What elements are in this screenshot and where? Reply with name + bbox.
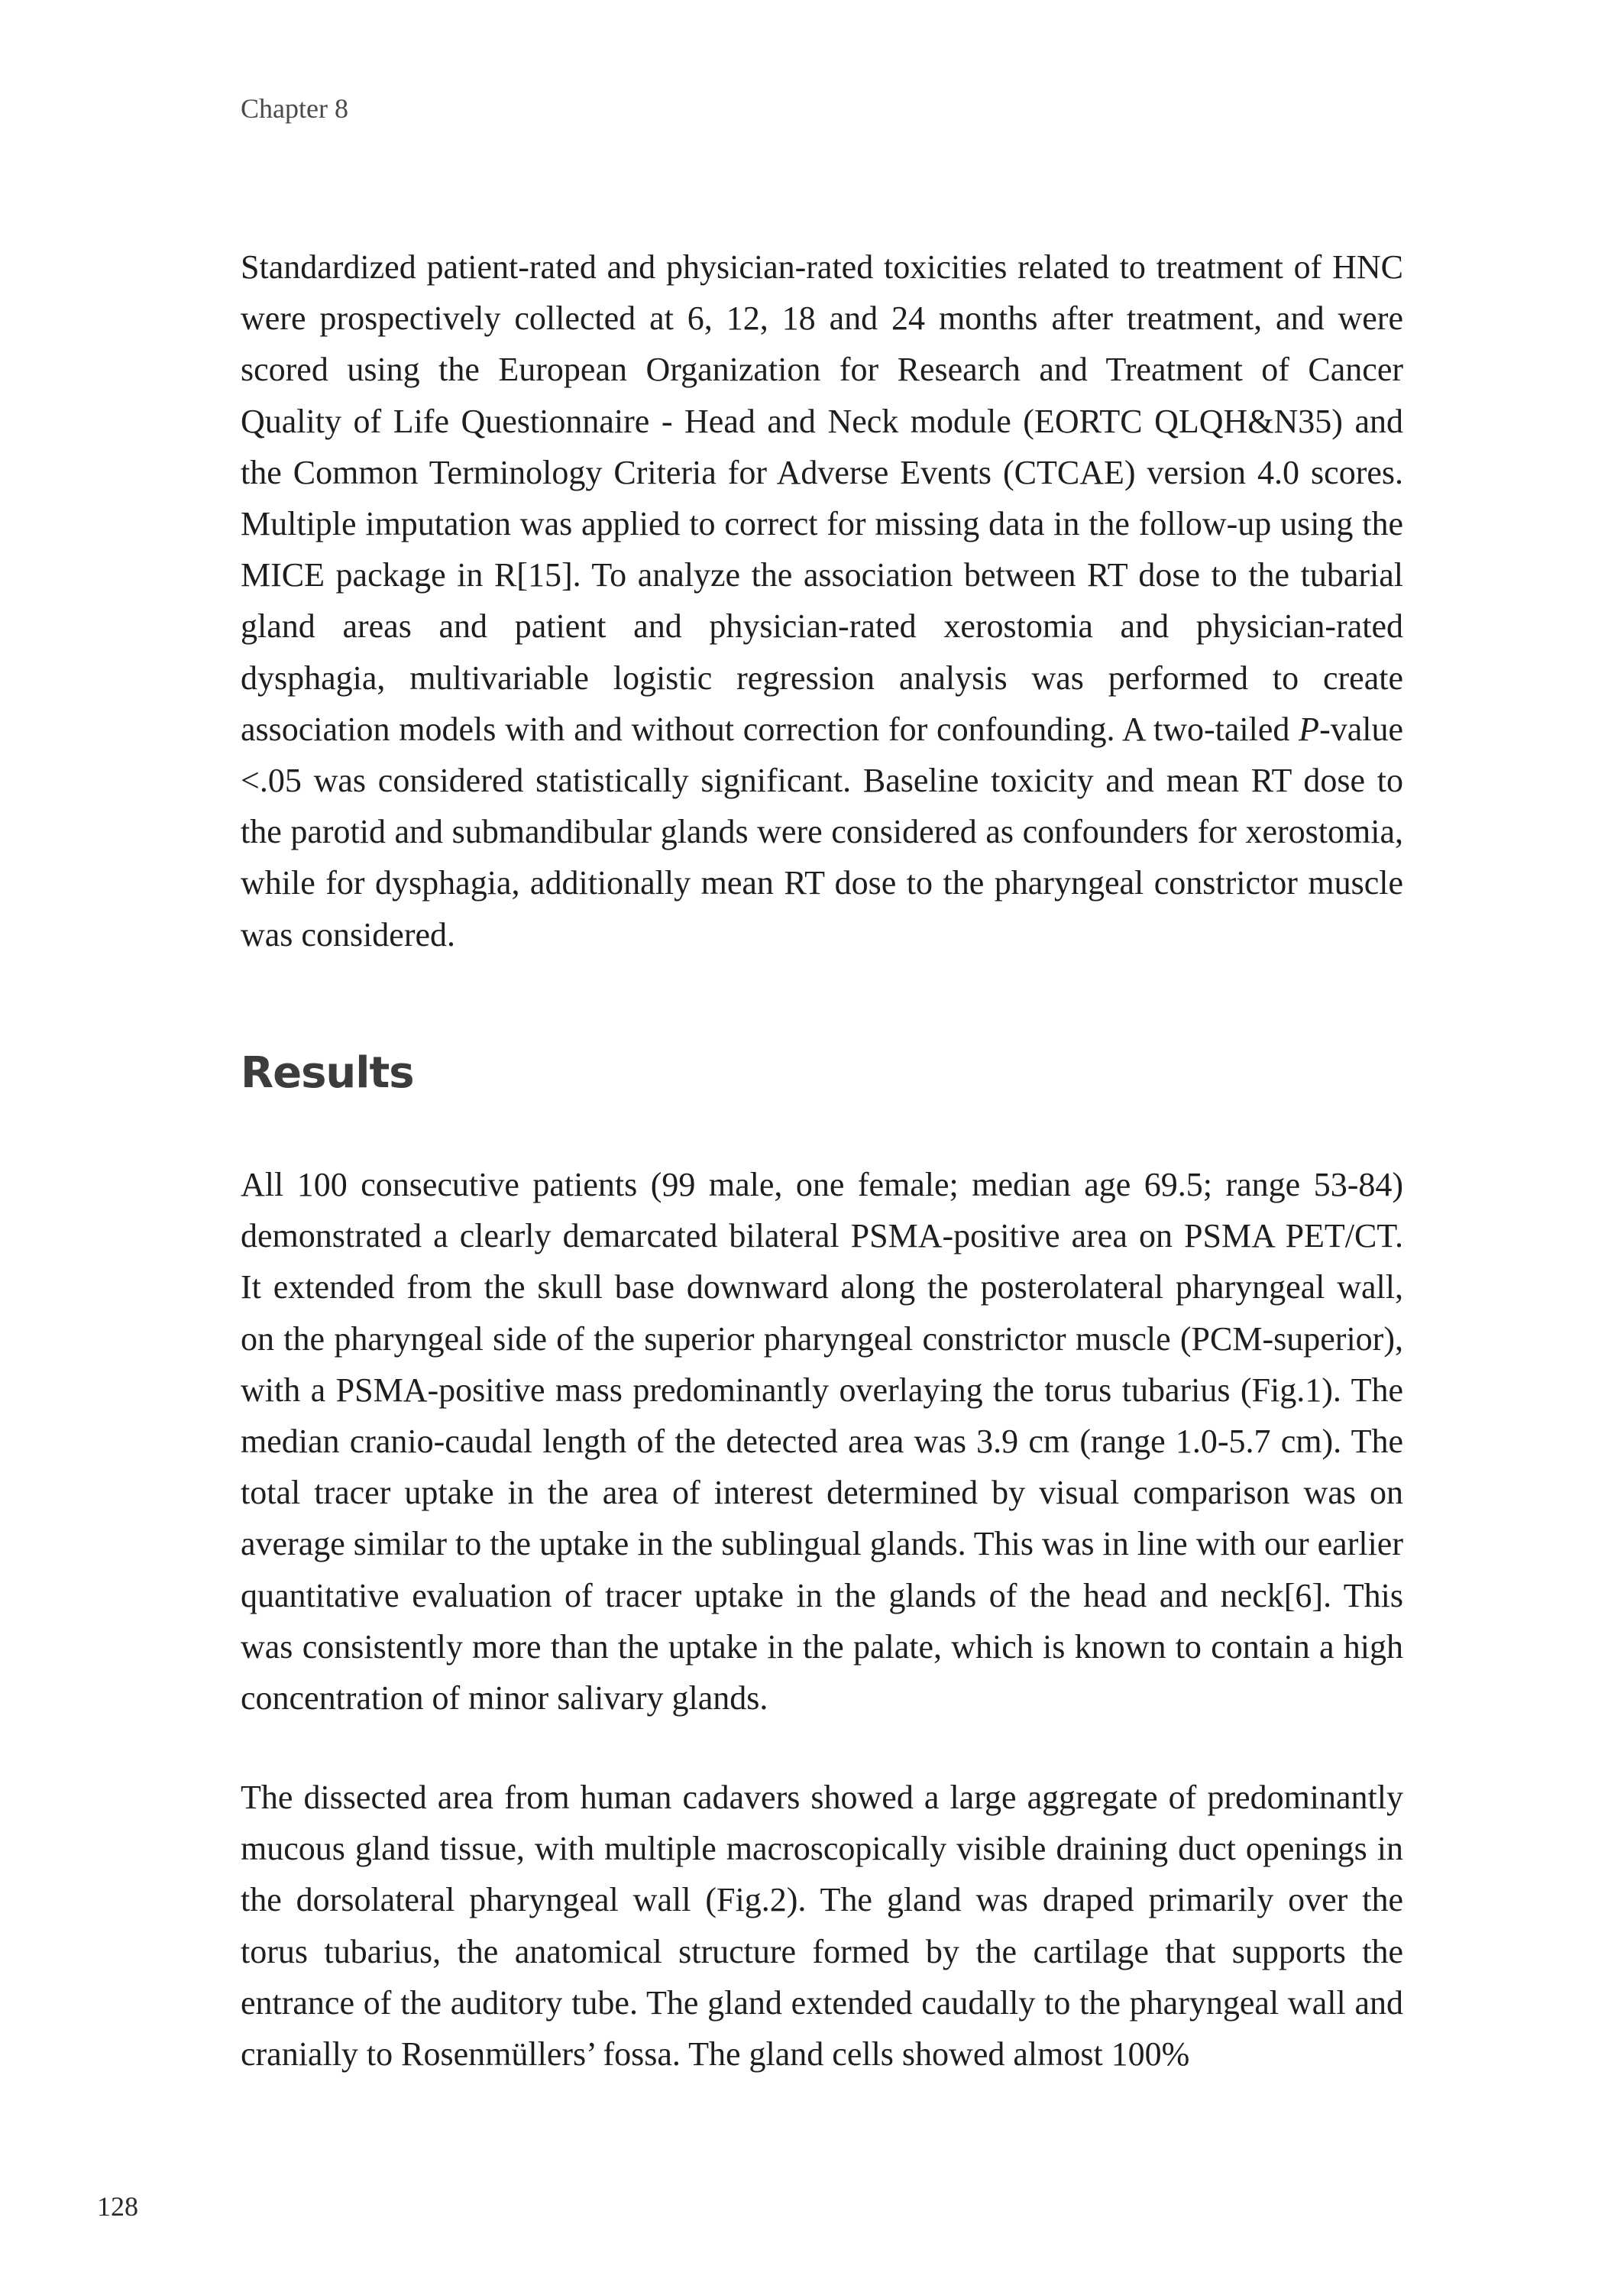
p-value-symbol: P — [1299, 710, 1320, 748]
methods-text-part-2: -value <.05 was considered statistically significant. Baseline toxicity and mean RT dose to the parotid and submandibular glands were considered as confounders for xerostomia, while for dysphagia, additionally mean RT dose to the pharyngeal constrictor muscle was considered. — [241, 710, 1403, 953]
results-paragraph-2: The dissected area from human cadavers showed a large aggregate of predominantly mucous gland tissue, with multiple macroscopically visible draining duct openings in the dorsolateral pharyngeal wall (Fig.2). The gland was draped primarily over the torus tubarius, the anatomical structure formed by the cartilage that supports the entrance of the auditory tube. The gland extended caudally to the pharyngeal wall and cranially to Rosenmüllers’ fossa. The gland cells showed almost 100% — [241, 1779, 1403, 2073]
results-heading: Results — [241, 1048, 414, 1098]
results-paragraph-1: All 100 consecutive patients (99 male, one female; median age 69.5; range 53-84) demonstrated a clearly demarcated bilateral PSMA-positive area on PSMA PET/CT. It extended from the skull base downward along the posterolateral pharyngeal wall, on the pharyngeal side of the superior pharyngeal constrictor muscle (PCM-superior), with a PSMA-positive mass predominantly overlaying the torus tubarius (Fig.1). The median cranio-caudal length of the detected area was 3.9 cm (range 1.0-5.7 cm). The total tracer uptake in the area of interest determined by visual comparison was on average similar to the uptake in the sublingual glands. This was in line with our earlier quantitative evaluation of tracer uptake in the glands of the head and neck[6]. This was consistently more than the uptake in the palate, which is known to contain a high concentration of minor salivary glands. — [241, 1166, 1403, 1717]
running-header: Chapter 8 — [241, 93, 348, 124]
methods-paragraph — [241, 241, 1403, 960]
methods-text-part-1: Standardized patient-rated and physician-rated toxicities related to treatment of HNC were prospectively collected at 6, 12, 18 and 24 months after treatment, and were scored using the European Organization for Research and Treatment of Cancer Quality of Life Questionnaire - Head and Neck module (EORTC QLQH&N35) and the Common Terminology Criteria for Adverse Events (CTCAE) version 4.0 scores. Multiple imputation was applied to correct for missing data in the follow-up using the MICE package in R[15]. To analyze the association between RT dose to the tubarial gland areas and patient and physician-rated xerostomia and physician-rated dysphagia, multivariable logistic regression analysis was performed to create association models with and without correction for confounding. A two-tailed — [241, 248, 1403, 748]
page-number: 128 — [97, 2191, 138, 2222]
